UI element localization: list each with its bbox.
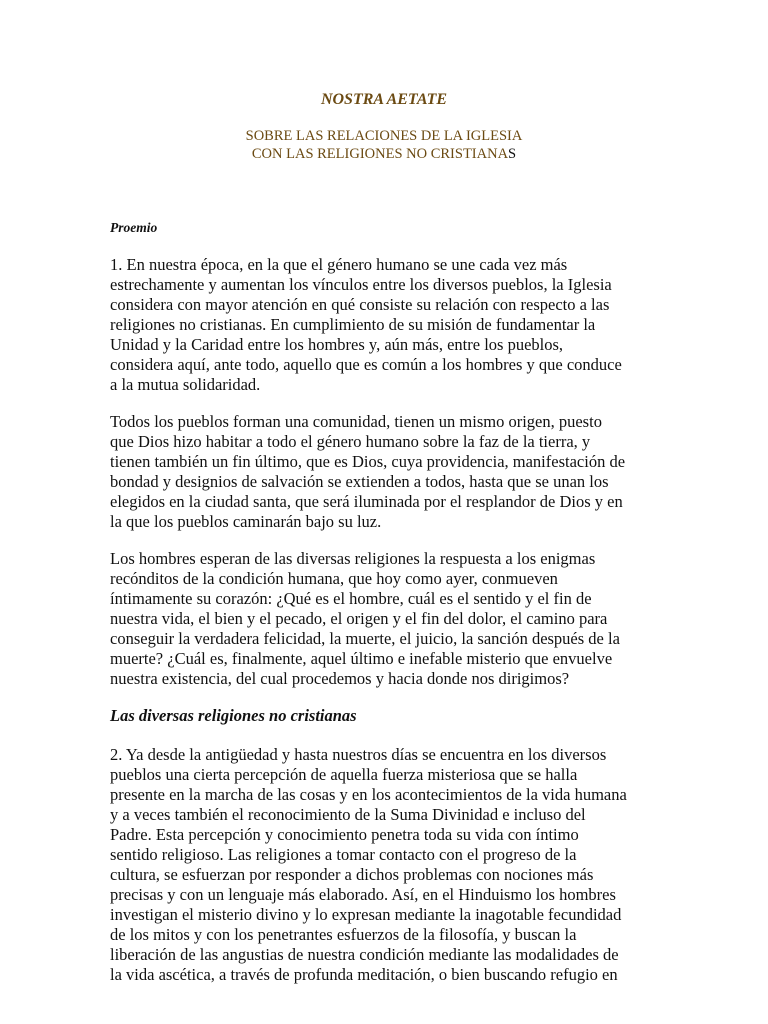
- paragraph-line: muerte? ¿Cuál es, finalmente, aquel último e inefable misterio que envuelve: [110, 649, 613, 668]
- paragraph-line: la vida ascética, a través de profunda meditación, o bien buscando refugio en: [110, 965, 618, 984]
- document-title: NOSTRA AETATE: [320, 91, 448, 108]
- paragraph-line: considera aquí, ante todo, aquello que es común a los hombres y que conduce: [110, 355, 622, 374]
- document-subtitle: [0, 127, 768, 163]
- paragraph-line: 2. Ya desde la antigüedad y hasta nuestros días se encuentra en los diversos: [110, 745, 607, 764]
- paragraph-line: recónditos de la condición humana, que hoy como ayer, conmueven: [110, 569, 558, 588]
- paragraph-line: íntimamente su corazón: ¿Qué es el hombre, cuál es el sentido y el fin de: [110, 589, 592, 608]
- paragraph-line: sentido religioso. Las religiones a tomar contacto con el progreso de la: [110, 845, 577, 864]
- paragraph-line: investigan el misterio divino y lo expresan mediante la inagotable fecundidad: [110, 905, 622, 924]
- subtitle-line-1: SOBRE LAS RELACIONES DE LA IGLESIA: [245, 128, 523, 144]
- paragraph-line: 1. En nuestra época, en la que el género humano se une cada vez más: [110, 255, 568, 274]
- paragraph-line: a la mutua solidaridad.: [110, 375, 261, 394]
- paragraph-line: considera con mayor atención en qué consiste su relación con respecto a las: [110, 295, 610, 314]
- paragraph-line: Padre. Esta percepción y conocimiento penetra toda su vida con íntimo: [110, 825, 579, 844]
- subtitle-line-2-end: S: [508, 146, 517, 162]
- subtitle-line-2: [0, 145, 768, 163]
- paragraph-line: cultura, se esfuerzan por responder a dichos problemas con nociones más: [110, 865, 594, 884]
- paragraph-line: religiones no cristianas. En cumplimiento de su misión de fundamentar la: [110, 315, 596, 334]
- paragraph-line: nuestra existencia, del cual procedemos y hacia donde nos dirigimos?: [110, 669, 570, 688]
- paragraph-line: tienen también un fin último, que es Dios, cuya providencia, manifestación de: [110, 452, 626, 471]
- paragraph-line: Todos los pueblos forman una comunidad, tienen un mismo origen, puesto: [110, 412, 602, 431]
- paragraph-line: presente en la marcha de las cosas y en los acontecimientos de la vida humana: [110, 785, 627, 804]
- paragraph-1: [110, 255, 655, 395]
- paragraph-line: bondad y designios de salvación se extienden a todos, hasta que se unan los: [110, 472, 609, 491]
- section-heading-proemio: Proemio: [110, 220, 158, 235]
- paragraph-line: de los mitos y con los penetrantes esfuerzos de la filosofía, y buscan la: [110, 925, 577, 944]
- section-heading-religiones: Las diversas religiones no cristianas: [110, 706, 357, 725]
- paragraph-2: [110, 412, 655, 532]
- paragraph-line: la que los pueblos caminarán bajo su luz.: [110, 512, 382, 531]
- paragraph-4: [110, 745, 655, 985]
- document-body: [110, 219, 655, 1002]
- paragraph-line: que Dios hizo habitar a todo el género humano sobre la faz de la tierra, y: [110, 432, 591, 451]
- paragraph-line: estrechamente y aumentan los vínculos entre los diversos pueblos, la Iglesia: [110, 275, 612, 294]
- paragraph-line: elegidos en la ciudad santa, que será iluminada por el resplandor de Dios y en: [110, 492, 623, 511]
- paragraph-line: Unidad y la Caridad entre los hombres y, aún más, entre los pueblos,: [110, 335, 564, 354]
- paragraph-line: y a veces también el reconocimiento de la Suma Divinidad e incluso del: [110, 805, 586, 824]
- paragraph-line: liberación de las angustias de nuestra condición mediante las modalidades de: [110, 945, 619, 964]
- paragraph-line: precisas y con un lenguaje más elaborado. Así, en el Hinduismo los hombres: [110, 885, 616, 904]
- paragraph-line: pueblos una cierta percepción de aquella fuerza misteriosa que se halla: [110, 765, 578, 784]
- paragraph-3: [110, 549, 655, 689]
- subtitle-line-2-main: CON LAS RELIGIONES NO CRISTIANA: [251, 146, 509, 162]
- paragraph-line: Los hombres esperan de las diversas religiones la respuesta a los enigmas: [110, 549, 596, 568]
- paragraph-line: nuestra vida, el bien y el pecado, el origen y el fin del dolor, el camino para: [110, 609, 608, 628]
- paragraph-line: conseguir la verdadera felicidad, la muerte, el juicio, la sanción después de la: [110, 629, 620, 648]
